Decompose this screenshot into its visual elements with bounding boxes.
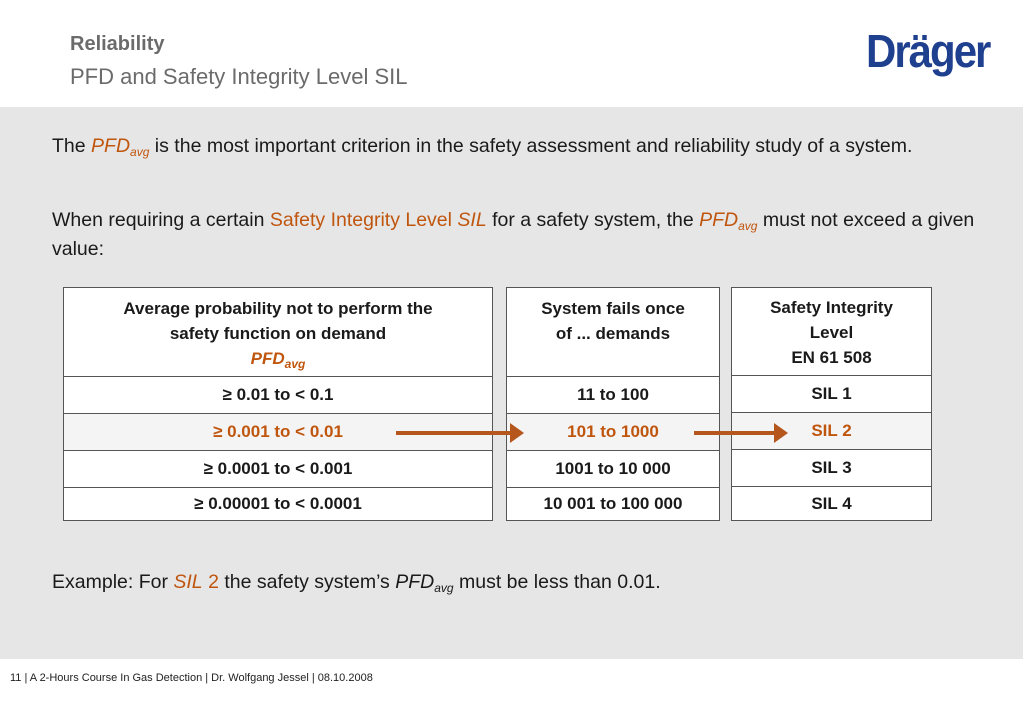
pfd-row: ≥ 0.0001 to < 0.001 — [64, 451, 492, 488]
sil-row-highlighted: SIL 2 — [732, 413, 931, 450]
pfd-term: $PFD_{avg}$ — [395, 571, 454, 595]
pfd-row: ≥ 0.01 to < 0.1 — [64, 377, 492, 414]
demand-row-highlighted: 101 to 1000 — [507, 414, 719, 451]
footer-text: 11 | A 2-Hours Course In Gas Detection | Dr. Wolfgang Jessel | 08.10.2008 — [10, 672, 373, 684]
arrow-right-icon — [396, 431, 512, 435]
pfd-term: $PFD_{avg}$ — [91, 135, 150, 159]
demand-row: 11 to 100 — [507, 377, 719, 414]
pfd-row-highlighted: ≥ 0.001 to < 0.01 — [64, 414, 492, 451]
pfd-table — [63, 287, 493, 521]
sil-row: SIL 4 — [811, 493, 852, 513]
pfd-term: $PFD_{avg}$ — [699, 209, 758, 233]
demand-row: 1001 to 10 000 — [507, 451, 719, 488]
slide-title: Reliability — [70, 33, 165, 55]
slide-subtitle: PFD and Safety Integrity Level SIL — [70, 64, 408, 89]
slide-footer — [0, 659, 1023, 708]
arrow-right-icon — [694, 431, 776, 435]
demand-table — [506, 287, 720, 521]
slide-header — [0, 0, 1023, 107]
pfd-table-header: Average probability not to perform the safety function on demand $PFD_{avg}$ — [64, 288, 492, 377]
demand-table-header: System fails once of ... demands — [507, 288, 719, 377]
sil-row: SIL 3 — [732, 450, 931, 487]
demand-row: 10 001 to 100 000 — [543, 494, 683, 513]
pfd-row: ≥ 0.00001 to < 0.0001 — [194, 494, 362, 513]
intro-paragraph-1: The $PFD_{avg}$ is the most important criterion in the safety assessment and reliability study of a system. — [52, 135, 913, 159]
intro-paragraph-2: When requiring a certain Safety Integrity Level SIL for a safety system, the $PFD_{avg}$ must not exceed a given value: — [52, 209, 975, 260]
sil-table — [731, 287, 932, 521]
drager-logo: Dräger — [866, 25, 990, 77]
pfd-avg-label: $PFD_{avg}$ — [250, 349, 306, 371]
sil-row: SIL 1 — [732, 376, 931, 413]
slide-content — [0, 107, 1023, 659]
example-sentence: Example: For SIL 2 the safety system’s $PFD_{avg}$ must be less than 0.01. — [52, 571, 661, 595]
sil-table-header: Safety Integrity Level EN 61 508 — [732, 288, 931, 376]
